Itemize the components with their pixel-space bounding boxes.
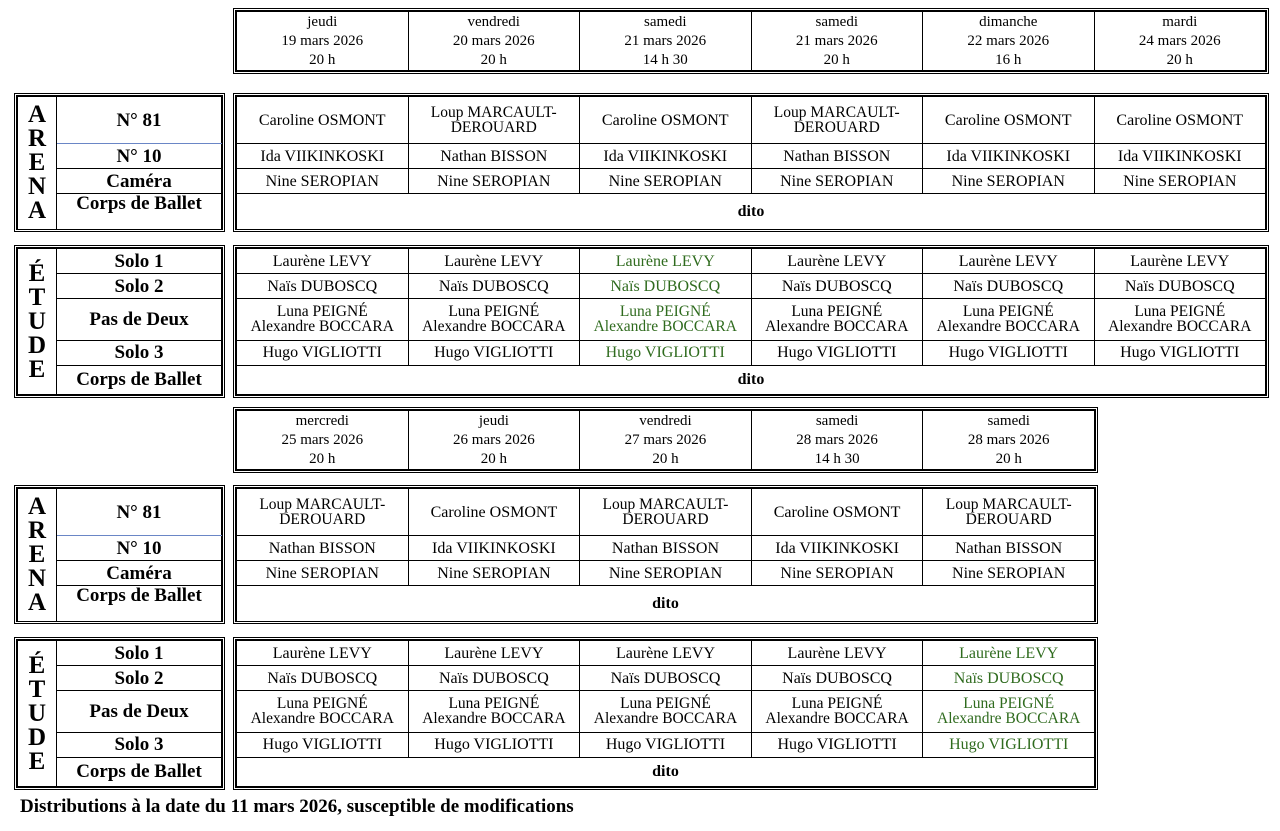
- cast-line: Loup MARCAULT-: [945, 496, 1072, 513]
- cast-pas-de-deux: [580, 299, 752, 340]
- cast-n10: Nathan BISSON: [237, 536, 409, 561]
- cast-solo-1: Laurène LEVY: [408, 641, 580, 666]
- section-letter: A: [27, 101, 47, 128]
- etude-cast-table-2: [233, 637, 1098, 790]
- cast-camera: Nine SEROPIAN: [237, 169, 409, 194]
- cast-n81: [751, 489, 923, 536]
- date-day: mardi: [1162, 13, 1198, 30]
- date-date: 26 mars 2026: [453, 431, 535, 448]
- date-day: vendredi: [639, 412, 692, 429]
- arena-letters: [18, 489, 57, 622]
- cast-line: Alexandre BOCCARA: [1108, 318, 1252, 336]
- section-letter: É: [28, 651, 46, 679]
- cast-line: Luna PEIGNÉ: [276, 695, 368, 713]
- date-day: samedi: [815, 412, 859, 429]
- cast-camera: Nine SEROPIAN: [408, 169, 580, 194]
- cast-line: Alexandre BOCCARA: [422, 318, 566, 336]
- cast-pas-de-deux: [751, 299, 923, 340]
- cast-line: Alexandre BOCCARA: [765, 318, 909, 336]
- cast-solo-2: Naïs DUBOSCQ: [408, 666, 580, 691]
- arena-cast-grid: [236, 96, 1266, 230]
- date-date: 21 mars 2026: [795, 32, 878, 49]
- date-day: vendredi: [467, 13, 520, 30]
- section-letter: N: [27, 173, 47, 200]
- cast-line: Caroline OSMONT: [1116, 111, 1244, 129]
- cast-line: Luna PEIGNÉ: [448, 303, 540, 321]
- cast-line: Alexandre BOCCARA: [936, 318, 1080, 336]
- cast-solo-3: Hugo VIGLIOTTI: [580, 340, 752, 365]
- cast-camera: Nine SEROPIAN: [408, 561, 580, 586]
- cast-line: Luna PEIGNÉ: [619, 303, 711, 321]
- arena-letters: [18, 97, 57, 230]
- date-time: 20 h: [995, 450, 1022, 467]
- section-letter: A: [27, 589, 47, 616]
- cast-line: Alexandre BOCCARA: [765, 710, 909, 728]
- section-letter: E: [28, 541, 46, 568]
- performance-date: [751, 12, 923, 71]
- cast-n81: [923, 97, 1095, 144]
- date-time: 20 h: [480, 51, 507, 68]
- etude-cast-table-1: [233, 245, 1269, 398]
- cast-solo-2: Naïs DUBOSCQ: [923, 666, 1095, 691]
- cast-n10: Ida VIIKINKOSKI: [1094, 144, 1266, 169]
- date-date: 28 mars 2026: [796, 431, 878, 448]
- role-corps-de-ballet: Corps de Ballet: [57, 365, 222, 394]
- cast-solo-2: Naïs DUBOSCQ: [237, 666, 409, 691]
- dates-table-1: [233, 8, 1269, 74]
- cast-line: Luna PEIGNÉ: [448, 695, 540, 713]
- date-date: 27 mars 2026: [624, 431, 707, 448]
- cast-camera: Nine SEROPIAN: [923, 169, 1095, 194]
- cast-solo-3: Hugo VIGLIOTTI: [751, 340, 923, 365]
- date-day: mercredi: [295, 412, 349, 429]
- cast-pas-de-deux: [237, 299, 409, 340]
- cast-solo-3: Hugo VIGLIOTTI: [580, 732, 752, 757]
- cast-n81: [1094, 97, 1266, 144]
- section-letter: N: [27, 565, 47, 592]
- role-n81: N° 81: [57, 97, 222, 144]
- cast-line: Caroline OSMONT: [773, 503, 901, 521]
- corps-de-ballet-dito: dito: [237, 586, 1095, 622]
- cast-line: Luna PEIGNÉ: [962, 303, 1054, 321]
- cast-line: Caroline OSMONT: [601, 111, 729, 129]
- performance-date: [408, 411, 580, 470]
- date-date: 22 mars 2026: [967, 32, 1050, 49]
- cast-solo-3: Hugo VIGLIOTTI: [923, 340, 1095, 365]
- section-letter: A: [27, 197, 47, 224]
- cast-n81: [923, 489, 1095, 536]
- date-time: 14 h 30: [642, 51, 688, 68]
- cast-solo-3: Hugo VIGLIOTTI: [408, 732, 580, 757]
- cast-camera: Nine SEROPIAN: [580, 169, 752, 194]
- cast-solo-2: Naïs DUBOSCQ: [580, 666, 752, 691]
- role-n10: N° 10: [57, 536, 222, 561]
- cast-line: Caroline OSMONT: [430, 503, 558, 521]
- corps-de-ballet-dito: dito: [237, 757, 1095, 786]
- cast-n10: Nathan BISSON: [751, 144, 923, 169]
- cast-pas-de-deux: [408, 691, 580, 732]
- cast-solo-1: Laurène LEVY: [580, 249, 752, 274]
- cast-n81: [237, 489, 409, 536]
- arena-cast-table-1: [233, 93, 1269, 232]
- dates-grid: [236, 11, 1266, 71]
- cast-solo-1: Laurène LEVY: [751, 249, 923, 274]
- cast-line: DEROUARD: [622, 511, 709, 528]
- cast-n81: [751, 97, 923, 144]
- cast-solo-1: Laurène LEVY: [408, 249, 580, 274]
- date-date: 24 mars 2026: [1138, 32, 1221, 49]
- corps-de-ballet-dito: dito: [237, 194, 1266, 230]
- cast-line: DEROUARD: [965, 511, 1052, 528]
- cast-solo-1: Laurène LEVY: [751, 641, 923, 666]
- cast-line: Alexandre BOCCARA: [422, 710, 566, 728]
- section-letter: U: [27, 307, 47, 335]
- dates-table-2: [233, 407, 1098, 473]
- performance-date: [237, 411, 409, 470]
- cast-solo-3: Hugo VIGLIOTTI: [1094, 340, 1266, 365]
- cast-solo-1: Laurène LEVY: [1094, 249, 1266, 274]
- cast-line: Loup MARCAULT-: [773, 104, 900, 121]
- cast-line: Luna PEIGNÉ: [791, 303, 883, 321]
- cast-n10: Nathan BISSON: [580, 536, 752, 561]
- cast-n10: Ida VIIKINKOSKI: [408, 536, 580, 561]
- role-camera: Caméra: [57, 561, 222, 586]
- cast-camera: Nine SEROPIAN: [923, 561, 1095, 586]
- date-time: 20 h: [652, 450, 679, 467]
- cast-solo-3: Hugo VIGLIOTTI: [408, 340, 580, 365]
- cast-pas-de-deux: [923, 299, 1095, 340]
- section-letter: D: [27, 723, 47, 751]
- cast-line: Alexandre BOCCARA: [937, 710, 1081, 728]
- section-letter: T: [28, 675, 46, 703]
- role-corps-de-ballet: Corps de Ballet: [57, 586, 222, 622]
- cast-n10: Nathan BISSON: [923, 536, 1095, 561]
- cast-camera: Nine SEROPIAN: [580, 561, 752, 586]
- cast-line: Luna PEIGNÉ: [620, 695, 711, 713]
- cast-n10: Ida VIIKINKOSKI: [237, 144, 409, 169]
- cast-pas-de-deux: [751, 691, 923, 732]
- cast-n10: Ida VIIKINKOSKI: [751, 536, 923, 561]
- role-corps-de-ballet: Corps de Ballet: [57, 757, 222, 786]
- section-letter: E: [28, 149, 46, 176]
- cast-line: Luna PEIGNÉ: [276, 303, 368, 321]
- cast-solo-2: Naïs DUBOSCQ: [1094, 274, 1266, 299]
- cast-solo-3: Hugo VIGLIOTTI: [923, 732, 1095, 757]
- cast-line: Alexandre BOCCARA: [593, 710, 738, 728]
- date-date: 21 mars 2026: [624, 32, 707, 49]
- cast-n81: [237, 97, 409, 144]
- date-day: samedi: [987, 412, 1030, 429]
- cast-solo-2: Naïs DUBOSCQ: [923, 274, 1095, 299]
- cast-line: Alexandre BOCCARA: [250, 318, 394, 336]
- cast-pas-de-deux: [1094, 299, 1266, 340]
- cast-solo-3: Hugo VIGLIOTTI: [237, 340, 409, 365]
- corps-de-ballet-dito: dito: [237, 365, 1266, 394]
- performance-date: [923, 411, 1095, 470]
- performance-date: [237, 12, 409, 71]
- cast-n81: [580, 97, 752, 144]
- cast-line: Alexandre BOCCARA: [250, 710, 394, 728]
- role-corps-de-ballet: Corps de Ballet: [57, 194, 222, 230]
- section-letter: A: [27, 493, 47, 520]
- section-letter: R: [27, 517, 47, 544]
- cast-pas-de-deux: [580, 691, 752, 732]
- cast-line: Caroline OSMONT: [944, 111, 1072, 129]
- cast-pas-de-deux: [408, 299, 580, 340]
- cast-n10: Ida VIIKINKOSKI: [923, 144, 1095, 169]
- arena-roles-grid: [17, 96, 222, 230]
- section-letter: R: [27, 125, 47, 152]
- cast-n81: [408, 97, 580, 144]
- role-pas-de-deux: Pas de Deux: [57, 299, 222, 340]
- section-letter: T: [28, 283, 46, 311]
- cast-line: Caroline OSMONT: [258, 111, 386, 129]
- role-solo-1: Solo 1: [57, 641, 222, 666]
- performance-date: [580, 411, 752, 470]
- cast-line: Luna PEIGNÉ: [963, 695, 1055, 713]
- footnote: Distributions à la date du 11 mars 2026, susceptible de modifications: [20, 796, 574, 817]
- date-time: 20 h: [480, 450, 508, 467]
- etude-letters: [18, 249, 57, 395]
- cast-solo-1: Laurène LEVY: [580, 641, 752, 666]
- cast-camera: Nine SEROPIAN: [237, 561, 409, 586]
- date-date: 20 mars 2026: [452, 32, 535, 49]
- section-letter: U: [27, 699, 47, 727]
- cast-line: Luna PEIGNÉ: [791, 695, 883, 713]
- section-letter: E: [28, 355, 46, 383]
- cast-line: DEROUARD: [279, 511, 366, 528]
- date-day: samedi: [815, 13, 858, 30]
- date-date: 19 mars 2026: [281, 32, 364, 49]
- role-pas-de-deux: Pas de Deux: [57, 691, 222, 732]
- date-date: 28 mars 2026: [967, 431, 1050, 448]
- date-time: 14 h 30: [814, 450, 860, 467]
- date-time: 20 h: [823, 51, 850, 68]
- date-time: 16 h: [995, 51, 1022, 68]
- etude-roles-1: [14, 245, 225, 398]
- role-camera: Caméra: [57, 169, 222, 194]
- cast-n81: [580, 489, 752, 536]
- arena-roles-1: [14, 93, 225, 232]
- cast-pas-de-deux: [237, 691, 409, 732]
- cast-solo-1: Laurène LEVY: [237, 249, 409, 274]
- role-solo-2: Solo 2: [57, 274, 222, 299]
- performance-date: [923, 12, 1095, 71]
- cast-solo-2: Naïs DUBOSCQ: [580, 274, 752, 299]
- role-solo-3: Solo 3: [57, 340, 222, 365]
- cast-solo-1: Laurène LEVY: [923, 641, 1095, 666]
- cast-line: Loup MARCAULT-: [602, 496, 729, 513]
- date-time: 20 h: [309, 450, 336, 467]
- cast-solo-2: Naïs DUBOSCQ: [751, 666, 923, 691]
- arena-cast-grid: [236, 488, 1095, 622]
- cast-camera: Nine SEROPIAN: [751, 561, 923, 586]
- date-day: jeudi: [307, 13, 338, 30]
- section-letter: E: [28, 747, 46, 775]
- cast-line: Alexandre BOCCARA: [593, 318, 737, 336]
- role-solo-1: Solo 1: [57, 249, 222, 274]
- performance-date: [580, 12, 752, 71]
- etude-cast-grid: [236, 640, 1095, 787]
- cast-line: Loup MARCAULT-: [430, 104, 557, 121]
- cast-n10: Ida VIIKINKOSKI: [580, 144, 752, 169]
- performance-date: [1094, 12, 1266, 71]
- role-solo-2: Solo 2: [57, 666, 222, 691]
- etude-roles-grid: [17, 640, 222, 787]
- arena-roles-2: [14, 485, 225, 624]
- role-solo-3: Solo 3: [57, 732, 222, 757]
- cast-pas-de-deux: [923, 691, 1095, 732]
- cast-line: DEROUARD: [793, 119, 880, 136]
- cast-line: Loup MARCAULT-: [259, 496, 386, 513]
- role-n10: N° 10: [57, 144, 222, 169]
- cast-solo-2: Naïs DUBOSCQ: [751, 274, 923, 299]
- dates-grid: [236, 410, 1095, 470]
- date-time: 20 h: [309, 51, 336, 68]
- etude-letters: [18, 641, 57, 787]
- cast-solo-2: Naïs DUBOSCQ: [237, 274, 409, 299]
- etude-roles-grid: [17, 248, 222, 395]
- cast-solo-2: Naïs DUBOSCQ: [408, 274, 580, 299]
- date-date: 25 mars 2026: [281, 431, 364, 448]
- role-n81: N° 81: [57, 489, 222, 536]
- etude-cast-grid: [236, 248, 1266, 395]
- cast-solo-3: Hugo VIGLIOTTI: [237, 732, 409, 757]
- cast-camera: Nine SEROPIAN: [751, 169, 923, 194]
- cast-camera: Nine SEROPIAN: [1094, 169, 1266, 194]
- cast-solo-3: Hugo VIGLIOTTI: [751, 732, 923, 757]
- etude-roles-2: [14, 637, 225, 790]
- arena-roles-grid: [17, 488, 222, 622]
- cast-n10: Nathan BISSON: [408, 144, 580, 169]
- date-day: samedi: [644, 13, 687, 30]
- section-letter: É: [28, 259, 46, 287]
- date-time: 20 h: [1166, 51, 1193, 68]
- cast-solo-1: Laurène LEVY: [923, 249, 1095, 274]
- cast-solo-1: Laurène LEVY: [237, 641, 409, 666]
- date-day: dimanche: [979, 13, 1038, 30]
- arena-cast-table-2: [233, 485, 1098, 624]
- performance-date: [408, 12, 580, 71]
- cast-line: Luna PEIGNÉ: [1134, 303, 1226, 321]
- date-day: jeudi: [478, 412, 509, 429]
- cast-n81: [408, 489, 580, 536]
- section-letter: D: [27, 331, 47, 359]
- performance-date: [751, 411, 923, 470]
- cast-line: DEROUARD: [450, 119, 537, 136]
